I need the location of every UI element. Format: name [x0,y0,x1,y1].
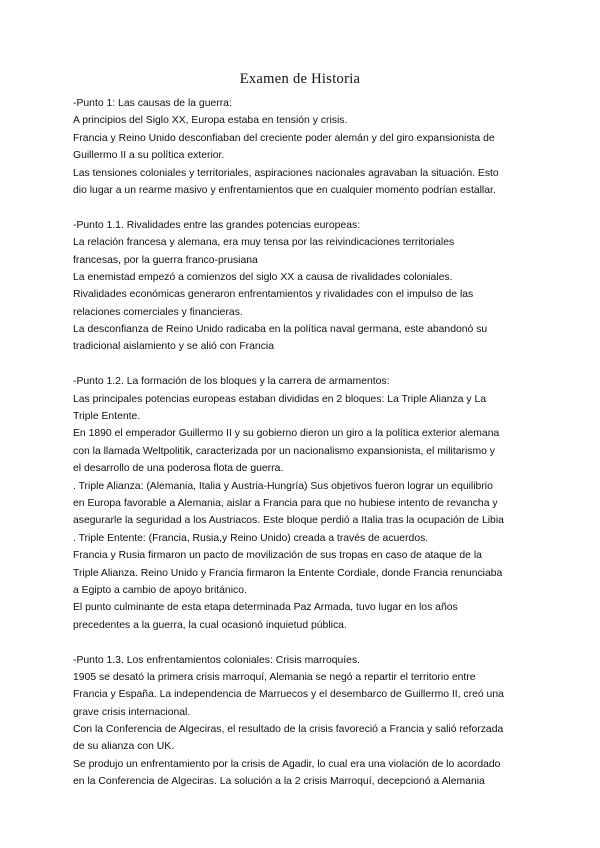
text-line: La desconfianza de Reino Unido radicaba en la política naval germana, este abandonó su [73,324,488,336]
text-line: francesas, por la guerra franco-prusiana [73,254,258,266]
paragraph-gap [73,199,533,216]
section-heading: -Punto 1.2. La formación de los bloques y la carrera de armamentos: [73,376,390,388]
text-line: Se produjo un enfrentamiento por la crisis de Agadir, lo cual era una violación de lo acordado [73,758,501,770]
text-line: Triple Alianza. Reino Unido y Francia firmaron la Entente Cordiale, donde Francia renunciaba [73,567,503,579]
section-heading: -Punto 1.1. Rivalidades entre las grandes potencias europeas: [73,219,361,231]
text-line: el desarrollo de una poderosa flota de guerra. [73,463,284,475]
text-line: en Europa favorable a Alemania, aislar a Francia para que no hubiese intento de revancha y [73,497,498,509]
text-line: . Triple Alianza: (Alemania, Italia y Austria-Hungría) Sus objetivos fueron lograr un equilibrio [73,480,493,492]
text-line: de su alianza con UK. [73,741,175,753]
document-title: Examen de Historia [239,71,361,87]
paragraph-gap [73,634,533,651]
text-line: precedentes a la guerra, la cual ocasionó inquietud pública. [73,619,347,631]
text-line: en la Conferencia de Algeciras. La solución a la 2 crisis Marroquí, decepcionó a Alemania [73,776,485,788]
text-line: Francia y España. La independencia de Marruecos y el desembarco de Guillermo II, creó una [73,689,504,701]
text-line: Francia y Reino Unido desconfiaban del creciente poder alemán y del giro expansionista de [73,132,495,144]
text-line: dio lugar a un rearme masivo y enfrentamientos que en cualquier momento podrían estallar. [73,184,496,196]
text-line: Las tensiones coloniales y territoriales, aspiraciones nacionales agravaban la situación. Esto [73,167,499,179]
text-line: La relación francesa y alemana, era muy tensa por las reivindicaciones territoriales [73,237,455,249]
text-line: asegurarle la seguridad a los Austriacos. Este bloque perdió a Italia tras la ocupación de Libia [73,515,504,527]
text-line: El punto culminante de esta etapa determinada Paz Armada, tuvo lugar en los años [73,602,458,614]
paragraph-gap [73,356,533,373]
text-line: Francia y Rusia firmaron un pacto de movilización de sus tropas en caso de ataque de la [73,550,482,562]
section-punto-1-1 [73,217,533,356]
text-line: Guillermo II a su política exterior. [73,150,225,162]
text-line: relaciones comerciales y financieras. [73,306,243,318]
text-line: Las principales potencias europeas estaban divididas en 2 bloques: La Triple Alianza y La [73,393,487,405]
text-line: La enemistad empezó a comienzos del siglo XX a causa de rivalidades coloniales. [73,271,453,283]
text-line: A principios del Siglo XX, Europa estaba en tensión y crisis. [73,115,348,127]
text-line: Triple Entente. [73,411,141,423]
text-line: tradicional aislamiento y se alió con Francia [73,341,274,353]
section-punto-1 [73,95,533,199]
text-line: . Triple Entente: (Francia, Rusia,y Reino Unido) creada a través de acuerdos. [73,532,429,544]
section-heading: -Punto 1: Las causas de la guerra: [73,98,232,109]
text-line: Rivalidades económicas generaron enfrentamientos y rivalidades con el impulso de las [73,289,474,301]
text-line: a Egipto a cambio de apoyo británico. [73,584,247,596]
document-body [73,95,533,791]
text-line: Con la Conferencia de Algeciras, el resultado de la crisis favoreció a Francia y salió reforzada [73,724,504,736]
section-heading: -Punto 1.3. Los enfrentamientos coloniales: Crisis marroquíes. [73,654,361,666]
text-line: 1905 se desató la primera crisis marroquí, Alemania se negó a repartir el territorio entre [73,671,476,683]
section-punto-1-2 [73,373,533,634]
text-line: con la llamada Weltpolitik, caracterizada por un nacionalismo expansionista, el militarismo y [73,445,495,457]
text-line: En 1890 el emperador Guillermo II y su gobierno dieron un giro a la política exterior alemana [73,428,500,440]
text-line: grave crisis internacional. [73,706,191,718]
section-punto-1-3 [73,652,533,791]
